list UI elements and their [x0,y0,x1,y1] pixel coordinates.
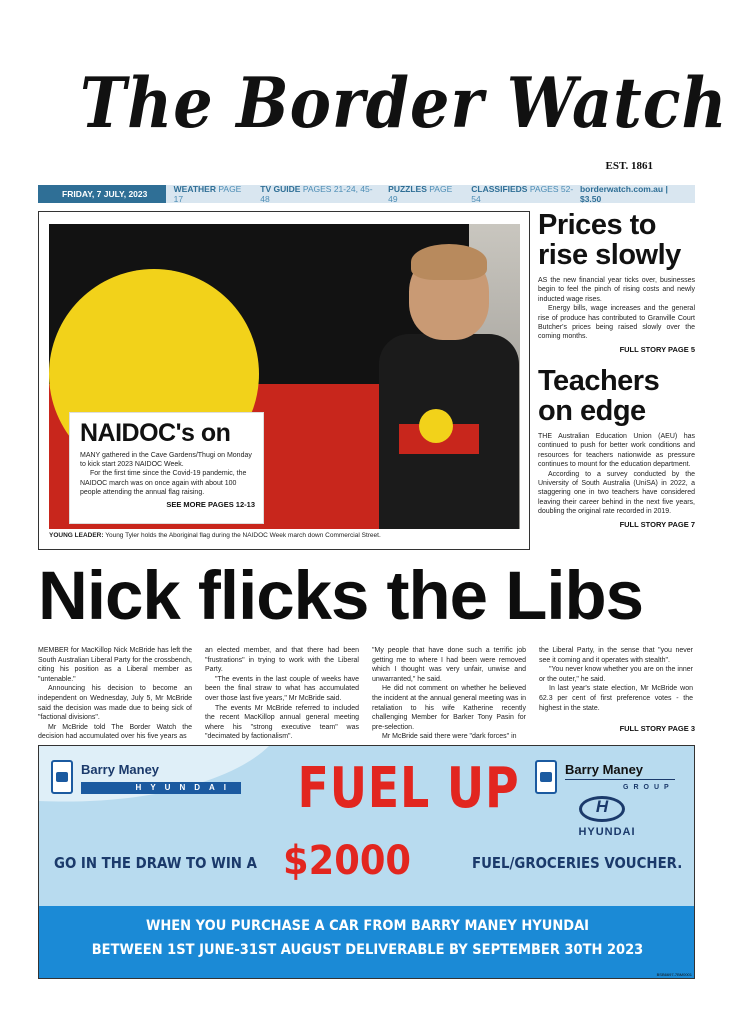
dealer-emblem-icon [535,760,557,794]
photo-caption: YOUNG LEADER: Young Tyler holds the Aboriginal flag during the NAIDOC Week march down Commercial Street. [49,532,381,539]
naidoc-see-more: SEE MORE PAGES 12-13 [166,500,255,510]
naidoc-text: MANY gathered in the Cave Gardens/Thugi on Monday to kick start 2023 NAIDOC Week. For the first time since the Covid-19 pandemic, the NAIDOC march was on once again with about 100 people attending the annual flag raising. [80,452,252,496]
ad-headline: FUEL UP [297,756,520,821]
ad-terms-line-1: WHEN YOU PURCHASE A CAR FROM BARRY MANEY HYUNDAI [145,918,590,934]
ad-terms-band [39,906,695,979]
story-prices-headline: Prices to rise slowly [538,209,681,271]
index-puzzles: PUZZLES PAGE 49 [388,184,453,204]
dealer-emblem-icon [51,760,73,794]
story-teachers-headline: Teachers on edge [538,365,660,427]
lead-column-1: MEMBER for MacKillop Nick McBride has left the South Australian Liberal Party for the crossbench, citing his position as a Liberal member as "untenable." Announcing his decision to become an independent on Wednesday, July 5, Mr McBride said the decision was made due to being sick of "factional divisions". Mr McBride told The Border Watch the decision had accumulated over his five years as [38,647,192,741]
lead-column-2: an elected member, and that there had been "frustrations" in trying to work with the Liberal Party. "The events in the last couple of weeks have been the final straw to what has accumulated over those last five years," Mr McBride said. The events Mr McBride referred to included the recent MacKillop annual general meeting where his "strong executive team" was "decimated by factionalism". [205,647,359,741]
lead-headline: Nick flicks the Libs [38,557,644,634]
info-bar [38,185,695,203]
naidoc-headline: NAIDOC's on [80,419,231,447]
section-index [166,184,580,204]
masthead [80,62,728,154]
ad-terms-line-2: BETWEEN 1ST JUNE-31ST AUGUST DELIVERABLE BY SEPTEMBER 30TH 2023 [91,942,644,958]
established-date: EST. 1861 [605,160,653,172]
ad-voucher-text: FUEL/GROCERIES VOUCHER. [472,854,683,872]
index-classifieds: CLASSIFIEDS PAGES 52-54 [471,184,574,204]
hyundai-logo-icon [579,796,625,822]
index-weather: WEATHER PAGE 17 [173,184,242,204]
ad-draw-text: GO IN THE DRAW TO WIN A [54,854,257,872]
index-tv-guide: TV GUIDE PAGES 21-24, 45-48 [260,184,373,204]
dealer-logo-right: Barry Maney GROUP [535,760,685,800]
lead-full-story: FULL STORY PAGE 3 [619,724,695,733]
issue-date: FRIDAY, 7 JULY, 2023 [38,185,166,203]
story-prices-text: AS the new financial year ticks over, businesses begin to feel the pinch of rising costs and newly inducted wage rises. Energy bills, wage increases and the general rise of produce has contributed to Granville Court Butcher's prices being raised slowly over the coming months. [538,277,695,341]
feature-photo [49,224,520,529]
site-and-price: borderwatch.com.au | $3.50 [579,184,668,204]
naidoc-panel [69,412,264,524]
hyundai-wordmark: HYUNDAI [578,826,636,838]
story-teachers [538,366,695,529]
ad-code: BSB6697-7BM0001 [656,972,692,977]
lead-column-4: the Liberal Party, in the sense that "you never see it coming and it operates with stealth". "You never know whether you are on the inner or the outer," he said. In last year's state election, Mr McBride won 62.3 per cent of first preference votes - the highest in the state. [539,647,693,712]
story-teachers-more: FULL STORY PAGE 7 [619,519,695,529]
masthead-title: The Border Watch [80,62,728,144]
ad-draw-row [39,838,695,886]
story-prices-more: FULL STORY PAGE 5 [619,344,695,354]
lead-column-3: "My people that have done such a terrific job getting me to where I had been were removed which I thought was very unfair, unwise and unwarranted," he said. He did not comment on whether he believed the incident at the annual general meeting was in retaliation to his wife Katherine recently challenging Member for Barker Tony Pasin for pre-selection. Mr McBride said there were "dark forces" in [372,647,526,741]
photo-feature [38,211,530,550]
story-teachers-text: THE Australian Education Union (AEU) has continued to push for better work conditions and resources for teachers nationwide as pressure continues to mount for the education department. According to a survey conducted by the University of South Australia (UniSA) in 2022, a staggering one in two teachers have considered leaving their career behind in the next five years, doubling the original rate recorded in 2019. [538,433,695,516]
ad-prize-amount: $2000 [283,838,412,884]
story-prices [538,210,695,354]
dealer-logo-left: Barry Maney HYUNDAI [51,760,241,800]
advertisement[interactable] [38,745,695,979]
